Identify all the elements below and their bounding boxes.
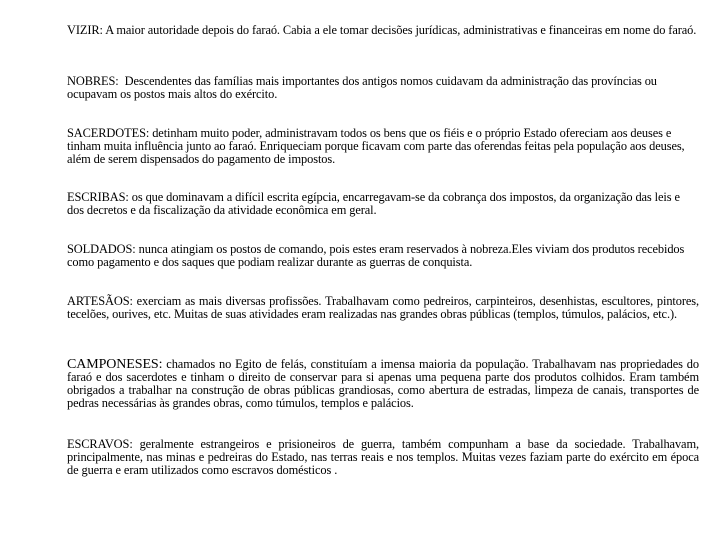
paragraph-camponeses	[67, 358, 699, 410]
paragraph-text: exerciam as mais diversas profissões. Trabalhavam como pedreiros, carpinteiros, desenhistas, escultores, pintores, tecelões, ourives, etc. Muitas de suas atividades eram realizadas nas grandes obras públicas (templos, túmulos, palácios, etc.).	[67, 294, 699, 321]
paragraph-label: CAMPONESES:	[67, 357, 163, 372]
paragraph-artesaos	[67, 295, 699, 321]
paragraph-text: A maior autoridade depois do faraó. Cabia a ele tomar decisões jurídicas, administrativas e financeiras em nome do faraó.	[102, 23, 697, 37]
paragraph-escribas	[67, 191, 699, 217]
paragraph-label: SACERDOTES:	[67, 126, 150, 140]
paragraph-text: Descendentes das famílias mais importantes dos antigos nomos cuidavam da administração das províncias ou ocupavam os postos mais altos do exército.	[67, 74, 660, 101]
paragraph-vizir	[67, 24, 699, 37]
paragraph-label: ESCRAVOS:	[67, 437, 133, 451]
paragraph-text: nunca atingiam os postos de comando, pois estes eram reservados à nobreza.Eles viviam dos produtos recebidos como pagamento e dos saques que podiam realizar durante as guerras de conquista.	[67, 242, 685, 269]
paragraph-soldados	[67, 243, 699, 269]
paragraph-text: detinham muito poder, administravam todos os bens que os fiéis e o próprio Estado ofereciam aos deuses e tinham muita influência junto ao faraó. Enriqueciam porque ficavam com parte das oferendas feitas pela população aos deuses, além de serem dispensados do pagamento de impostos.	[67, 126, 685, 166]
paragraph-label: SOLDADOS:	[67, 242, 136, 256]
paragraph-label: VIZIR:	[67, 23, 103, 37]
paragraph-nobres	[67, 75, 699, 101]
paragraph-label: NOBRES:	[67, 74, 119, 88]
paragraph-text: geralmente estrangeiros e prisioneiros de guerra, também compunham a base da sociedade. Trabalhavam, principalmente, nas minas e pedreiras do Estado, nas terras reais e nos templos. Muitas vezes faziam parte do exército em época de guerra e eram utilizados como escravos domésticos .	[67, 437, 699, 477]
paragraph-text: os que dominavam a difícil escrita egípcia, encarregavam-se da cobrança dos impostos, da organização das leis e dos decretos e da fiscalização da atividade econômica em geral.	[67, 190, 680, 217]
paragraph-sacerdotes	[67, 127, 699, 166]
paragraph-label: ESCRIBAS:	[67, 190, 129, 204]
paragraph-text: chamados no Egito de felás, constituíam a imensa maioria da população. Trabalhavam nas propriedades do faraó e dos sacerdotes e tinham o direito de conservar para si apenas uma pequena parte dos produtos colhidos. Eram também obrigados a trabalhar na construção de obras públicas grandiosas, como abertura de estradas, limpeza de canais, transportes de pedras necessárias às grandes obras, como túmulos, templos e palácios.	[67, 357, 699, 410]
paragraph-label: ARTESÃOS:	[67, 294, 133, 308]
paragraph-escravos	[67, 438, 699, 477]
